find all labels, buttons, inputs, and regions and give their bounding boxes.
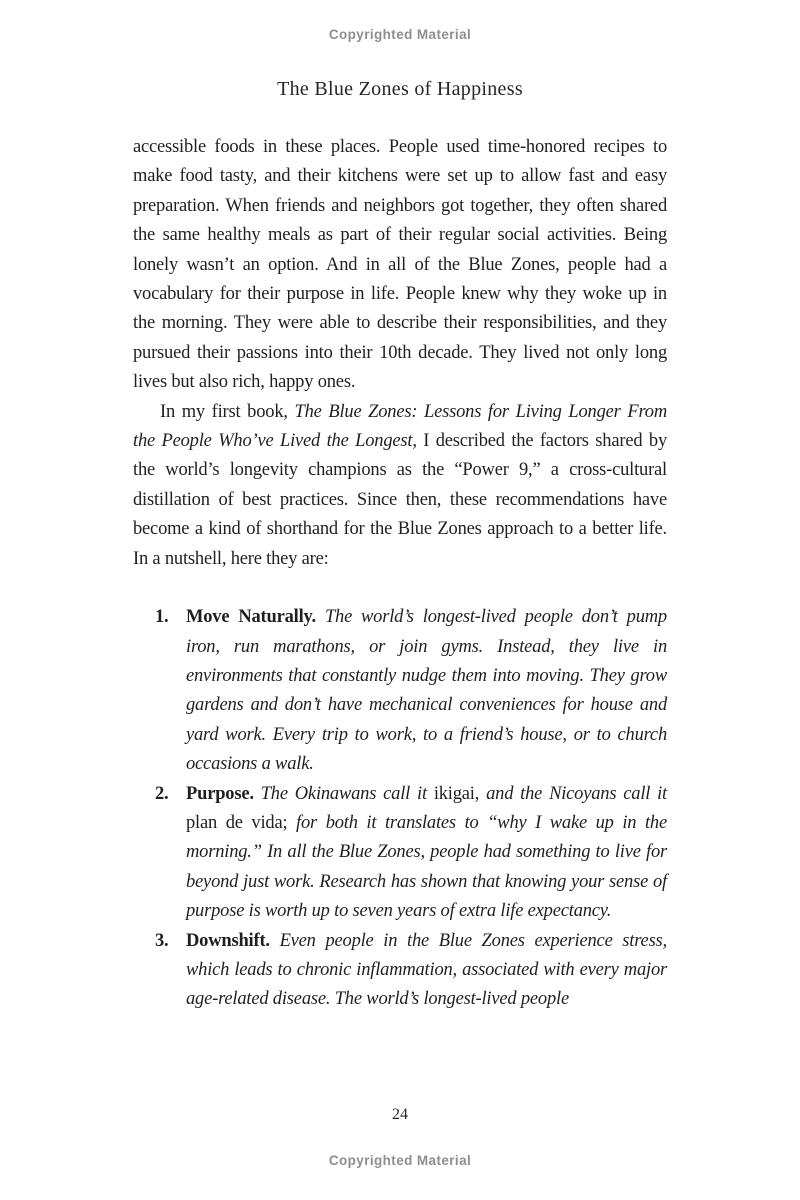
text-run-normal: In my first book, [160, 401, 295, 422]
list-item-1-number: 1. [155, 607, 169, 628]
text-run-italic: The Blue Zones: Lessons for Living Longer From the People Who’ve Lived the Longest, [133, 401, 667, 452]
text-run-italic: Even people in the Blue Zones experience stress, which leads to chronic inflammation, associated with every major age-related disease. The world’s longest-lived people [186, 930, 667, 1010]
text-run-normal: ikigai, [433, 783, 480, 804]
text-run-italic: and the Nicoyans call it [479, 783, 667, 804]
text-run-bold: Move Naturally. [186, 607, 325, 628]
list-item-2-number: 2. [155, 783, 169, 804]
page-number: 24 [392, 1106, 408, 1123]
copyright-notice-top: Copyrighted Material [328, 27, 472, 42]
text-run-italic: The world’s longest-lived people don’t pump iron, run marathons, or join gyms. Instead, they live in environments that constantly nudge them into moving. They grow gardens and don’t have mechanical conveniences for house and yard work. Every trip to work, to a friend’s house, or to church occasions a walk. [186, 607, 667, 775]
copyright-notice-bottom: Copyrighted Material [328, 1153, 472, 1168]
text-run-normal: I described the factors shared by the world’s longevity champions as the “Power 9,” a cross-cultural distillation of best practices. Since then, these recommendations have become a kind of shorthand for the Blue Zones approach to a better life. In a nutshell, here they are: [133, 431, 667, 569]
text-run-normal: plan de vida; [186, 812, 288, 833]
list-item-3-text [186, 931, 667, 1010]
text-run-italic: The Okinawans call it [260, 783, 434, 804]
paragraph-1: accessible foods in these places. People used time-honored recipes to make food tasty, and their kitchens were set up to allow fast and easy preparation. When friends and neighbors got together, they often shared the same healthy meals as part of their regular social activities. Being lonely wasn’t an option. And in all of the Blue Zones, people had a vocabulary for their purpose in life. People knew why they woke up in the morning. They were able to describe their responsibilities, and they pursued their passions into their 10th decade. They lived not only long lives but also rich, happy ones. [133, 137, 667, 393]
numbered-list [133, 603, 667, 1015]
text-run-bold: Purpose. [186, 783, 261, 804]
text-run-bold: Downshift. [186, 930, 280, 951]
list-item-1-text [186, 607, 667, 774]
list-item-2-text [186, 784, 667, 922]
list-item-2 [155, 780, 667, 927]
text-run-italic: for both it translates to “why I wake up in the morning.” In all the Blue Zones, people had something to live for beyond just work. Research has shown that knowing your sense of purpose is worth up to seven years of extra life expectancy. [186, 812, 667, 922]
list-item-1 [155, 603, 667, 779]
paragraph-2 [133, 398, 667, 574]
list-item-3 [155, 927, 667, 1015]
running-head: The Blue Zones of Happiness [277, 78, 523, 100]
list-item-3-number: 3. [155, 930, 169, 951]
text-block [133, 133, 667, 1015]
